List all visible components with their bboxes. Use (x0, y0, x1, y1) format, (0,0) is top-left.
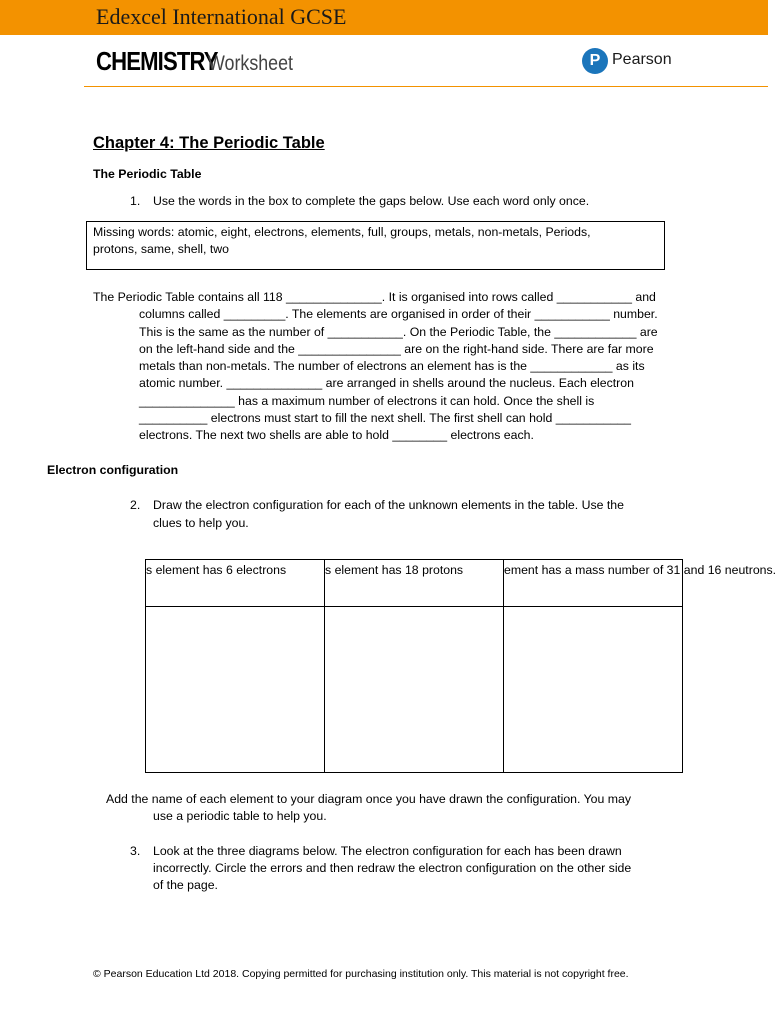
chapter-title: Chapter 4: The Periodic Table (93, 134, 325, 152)
missing-words-line: Missing words: atomic, eight, electrons, elements, full, groups, metals, non-metals, Periods, (93, 225, 591, 239)
table-header-cell: ement has a mass number of 31 and 16 neutrons. (504, 560, 683, 607)
drawing-cell[interactable] (146, 607, 325, 773)
question-1-number: 1. (130, 194, 141, 208)
question-2-number: 2. (130, 498, 141, 512)
table-row (146, 607, 683, 773)
paragraph-line: electrons. The next two shells are able to hold ________ electrons each. (139, 428, 534, 443)
section-heading-periodic-table: The Periodic Table (93, 167, 202, 181)
header-banner (0, 0, 768, 35)
fill-in-paragraph (93, 289, 693, 445)
table-header-cell: s element has 18 protons (325, 560, 504, 607)
banner-title: Edexcel International GCSE (96, 4, 347, 29)
missing-words-line: protons, same, shell, two (93, 242, 230, 256)
paragraph-line: The Periodic Table contains all 118 ______________. It is organised into rows called ___________ and (93, 290, 656, 304)
instruction-text: use a periodic table to help you. (153, 809, 327, 823)
question-3-text: Look at the three diagrams below. The electron configuration for each has been drawn (153, 844, 622, 858)
doc-type-label: Worksheet (208, 52, 293, 75)
instruction-text: Add the name of each element to your diagram once you have drawn the configuration. You may (106, 792, 632, 806)
pearson-logo-text: Pearson (612, 51, 672, 68)
question-2-text: Draw the electron configuration for each of the unknown elements in the table. Use the (153, 498, 624, 512)
header-divider (84, 86, 768, 87)
paragraph-line: metals than non-metals. The number of electrons an element has is the ____________ as its (139, 359, 645, 374)
paragraph-line: This is the same as the number of ___________. On the Periodic Table, the ____________ are (139, 324, 658, 339)
paragraph-line: __________ electrons must start to fill the next shell. The first shell can hold ___________ (139, 411, 631, 426)
subject-label: CHEMISTRY (96, 46, 218, 76)
question-3-number: 3. (130, 844, 141, 858)
electron-configuration-table (145, 559, 776, 773)
worksheet-subtitle (96, 46, 293, 82)
table-header-row (146, 560, 683, 607)
copyright-footer: © Pearson Education Ltd 2018. Copying permitted for purchasing institution only. This material is not copyright free. (93, 968, 629, 980)
paragraph-line: columns called _________. The elements are organised in order of their ___________ number. (139, 307, 658, 322)
missing-words-box (86, 221, 665, 270)
drawing-cell[interactable] (325, 607, 504, 773)
paragraph-line: on the left-hand side and the _______________ are on the right-hand side. There are far more (139, 341, 654, 356)
paragraph-line: atomic number. ______________ are arranged in shells around the nucleus. Each electron (139, 376, 634, 391)
question-1-text: Use the words in the box to complete the gaps below. Use each word only once. (153, 194, 590, 208)
question-2-text: clues to help you. (153, 516, 249, 530)
paragraph-line: ______________ has a maximum number of electrons it can hold. Once the shell is (139, 393, 595, 408)
section-heading-electron-configuration: Electron configuration (47, 463, 179, 477)
pearson-logo-icon: P (582, 48, 608, 74)
question-3-text: incorrectly. Circle the errors and then redraw the electron configuration on the other side (153, 861, 632, 875)
table-header-cell: s element has 6 electrons (146, 560, 325, 607)
question-3-text: of the page. (153, 878, 218, 892)
drawing-cell[interactable] (504, 607, 683, 773)
